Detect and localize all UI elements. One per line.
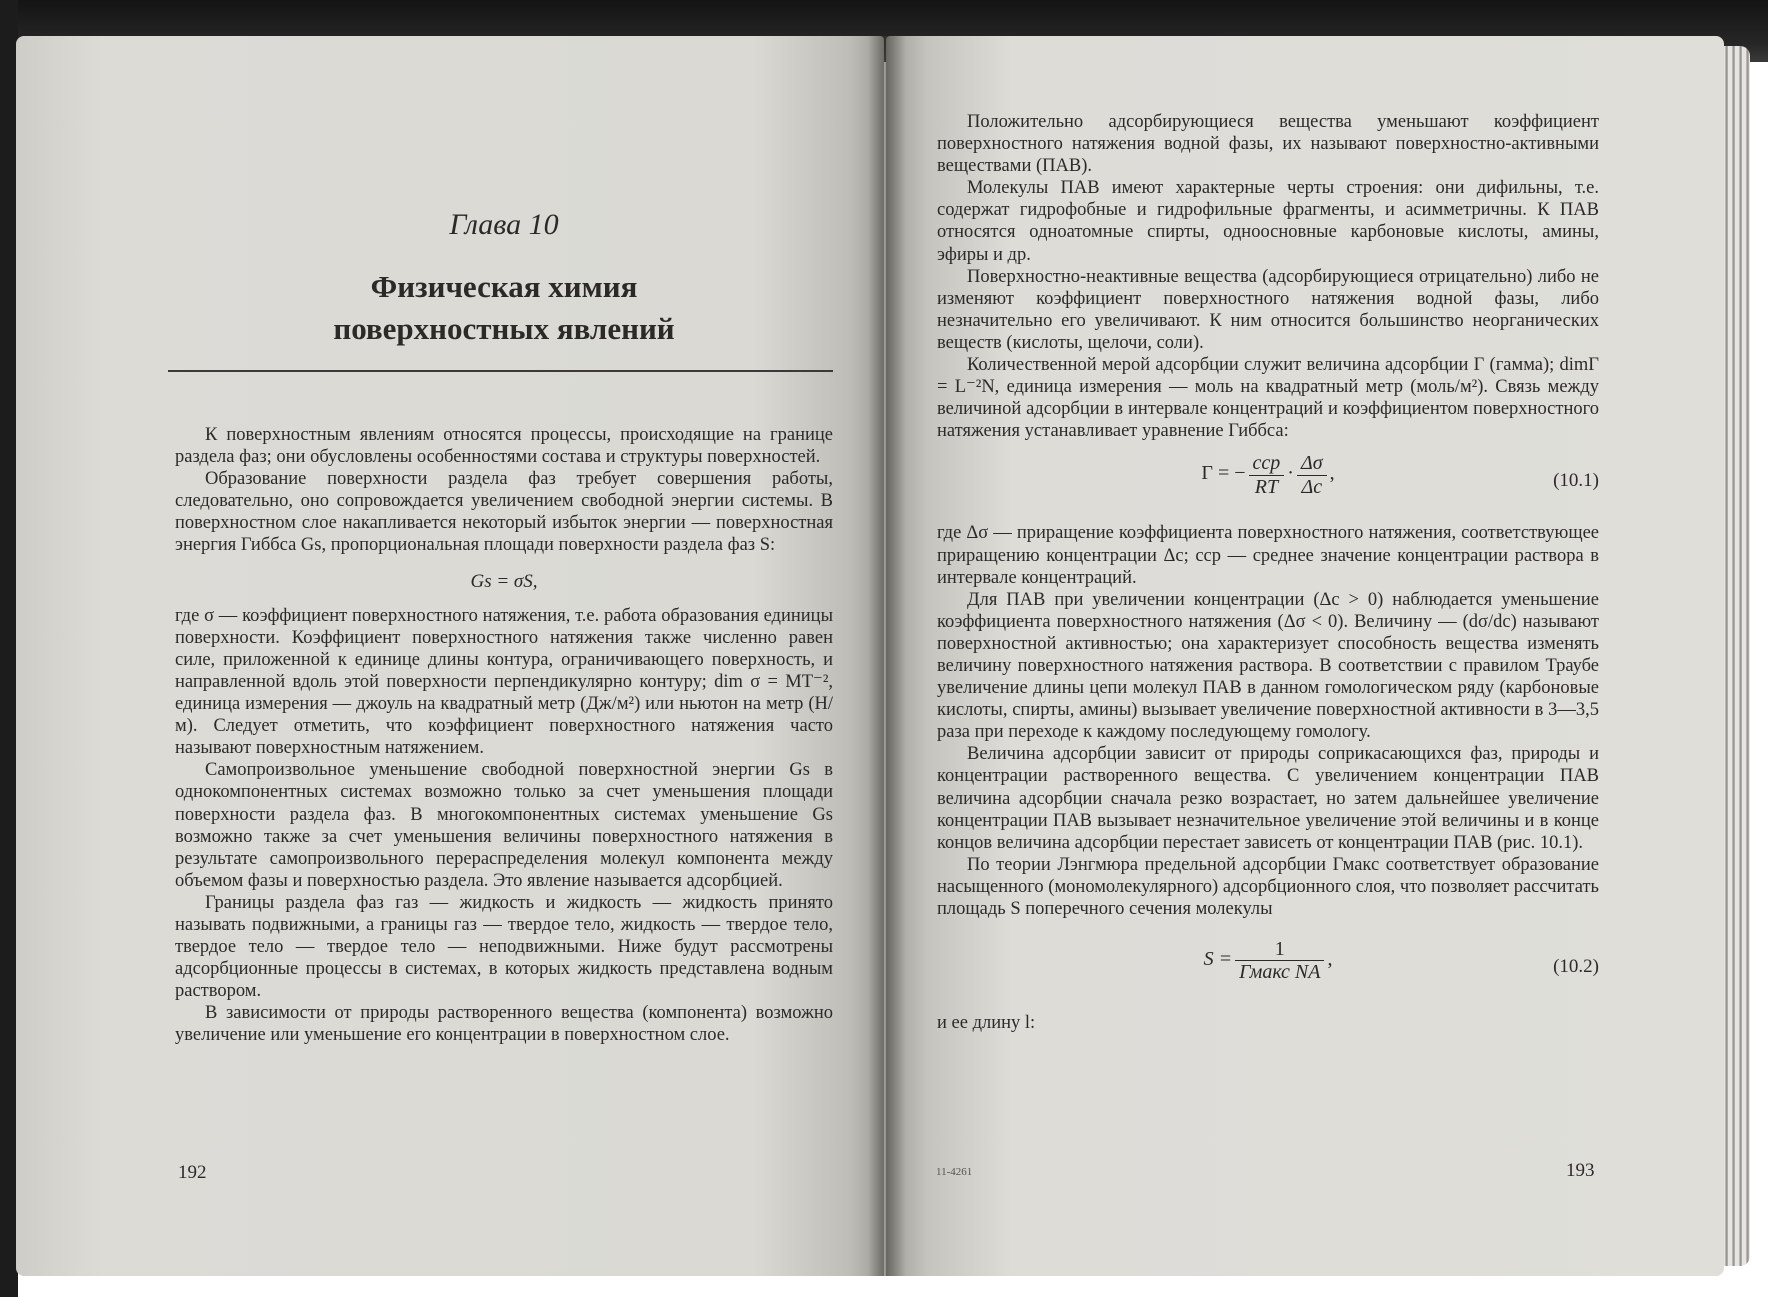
paragraph: В зависимости от природы растворенного вещества (компонента) возможно увеличение или уменьшение его концентрации в поверхностном слое. [175,1003,833,1046]
paragraph: где σ — коэффициент поверхностного натяжения, т.е. работа образования единицы поверхности. Коэффициент поверхностного натяжения также численно равен силе, приложенной к единице длины контура, ограничивающего поверхность, и направленной вдоль этой поверхности перпендикулярно контуру; dim σ = MT⁻², единица измерения — джоуль на квадратный метр (Дж/м²) или ньютон на метр (Н/м). Следует отметить, что коэффициент поверхностного натяжения часто называют поверхностным натяжением. [175,605,833,759]
paragraph: Границы раздела фаз газ — жидкость и жидкость — жидкость принято называть подвижными, а границы газ — твердое тело, жидкость — твердое тело, твердое тело — твердое тело — неподвижными. Ниже будут рассмотрены адсорбционные процессы в системах, в которых жидкость представлена водным раствором. [175,892,833,1002]
paragraph: Количественной мерой адсорбции служит величина адсорбции Г (гамма); dimГ = L⁻²N, единица измерения — моль на квадратный метр (моль/м²). Связь между величиной адсорбции в интервале концентраций и коэффициентом поверхностного натяжения устанавливает уравнение Гиббса: [937,355,1599,442]
left-text-column [175,424,833,1047]
equation-10-2 [937,938,1599,998]
eq2-numerator: 1 [1235,938,1324,961]
paragraph: По теории Лэнгмюра предельной адсорбции Гмакс соответствует образование насыщенного (мономолекулярного) адсорбционного слоя, что позволяет рассчитать площадь S поперечного сечения молекулы [937,854,1599,919]
right-text-column [937,111,1599,1034]
paragraph: Поверхностно-неактивные вещества (адсорбирующиеся отрицательно) либо не изменяют коэффициент поверхностного натяжения водной фазы, либо незначительно его увеличивают. К ним относится большинство неорганических веществ (кислоты, щелочи, соли). [937,266,1599,353]
paragraph: Молекулы ПАВ имеют характерные черты строения: они дифильны, т.е. содержат гидрофобные и гидрофильные фрагменты, и асимметричны. К ПАВ относятся одноатомные спирты, одноосновные карбоновые кислоты, амины, эфиры и др. [937,178,1599,265]
chapter-label: Глава 10 [449,208,559,241]
eq1-fraction-1 [1249,452,1285,497]
chapter-title-line-1: Физическая химия [370,269,638,304]
paragraph: Образование поверхности раздела фаз требует совершения работы, следовательно, оно сопровождается увеличением свободной энергии системы. В поверхностном слое накапливается некоторый избыток энергии — поверхностная энергия Гиббса Gs, пропорциональная площади поверхности раздела фаз S: [175,469,833,556]
paragraph: Величина адсорбции зависит от природы соприкасающихся фаз, природы и концентрации растворенного вещества. С увеличением концентрации ПАВ величина адсорбции сначала резко возрастает, но затем дальнейшее увеличение концентрации ПАВ вызывает незначительное увеличение этой величины и в конце концов величина адсорбции перестает зависеть от концентрации ПАВ (рис. 10.1). [937,744,1599,853]
eq1-denominator-2: Δc [1301,475,1323,498]
chapter-rule [168,370,833,372]
paragraph: Для ПАВ при увеличении концентрации (Δc > 0) наблюдается уменьшение коэффициента поверхностного натяжения (Δσ < 0). Величину — (dσ/dc) называют поверхностной активностью; она характеризует способность вещества изменять величину поверхностного натяжения раствора. В соответствии с правилом Траубе увеличение длины цепи молекул ПАВ в данном гомологическом ряду (карбоновые кислоты, спирты, амины) вызывает увеличение поверхностной активности в 3—3,5 раза при переходе к каждому последующему гомологу. [937,589,1599,743]
eq2-tail: , [1327,948,1333,971]
eq1-numerator-2: Δσ [1297,452,1327,475]
print-signature: 11-4261 [936,1166,973,1178]
eq2-lhs: S = [1203,948,1233,971]
book-gutter [868,36,906,1276]
chapter-title-line-2: поверхностных явлений [333,311,675,346]
chapter-title [175,266,833,350]
equation-number-10-2: (10.2) [1553,956,1599,978]
page-number-right: 193 [1566,1160,1595,1181]
eq1-numerator-1: cср [1249,452,1285,475]
equation-10-1 [937,452,1599,512]
eq2-denominator: Гмакс NA [1239,961,1321,984]
eq1-fraction-2 [1297,452,1327,497]
paragraph: Положительно адсорбирующиеся вещества уменьшают коэффициент поверхностного натяжения водной фазы, их называют поверхностно-активными веществами (ПАВ). [937,112,1599,177]
eq1-dot: · [1287,462,1294,485]
eq1-denominator-1: RT [1254,475,1279,498]
eq1-lhs: Г = − [1201,462,1246,485]
page-number-left: 192 [178,1162,207,1183]
eq1-tail: , [1329,462,1335,485]
equation-number-10-1: (10.1) [1553,470,1599,492]
eq2-fraction [1235,938,1324,983]
closing-line: и ее длину l: [937,1013,1036,1034]
paragraph: К поверхностным явлениям относятся процессы, происходящие на границе раздела фаз; они обусловлены особенностями состава и структуры поверхностей. [175,425,833,468]
formula-gibbs-energy: Gs = σS, [470,570,538,592]
paragraph: где Δσ — приращение коэффициента поверхностного натяжения, соответствующее приращению концентрации Δc; cср — среднее значение концентрации раствора в интервале концентраций. [937,523,1599,588]
paragraph: Самопроизвольное уменьшение свободной поверхностной энергии Gs в однокомпонентных системах возможно только за счет уменьшения площади поверхности раздела фаз. В многокомпонентных системах уменьшение Gs возможно также за счет уменьшения величины поверхностного натяжения в результате самопроизвольного перераспределения молекул компонента между объемом фазы и поверхностью раздела. Это явление называется адсорбцией. [175,760,833,891]
